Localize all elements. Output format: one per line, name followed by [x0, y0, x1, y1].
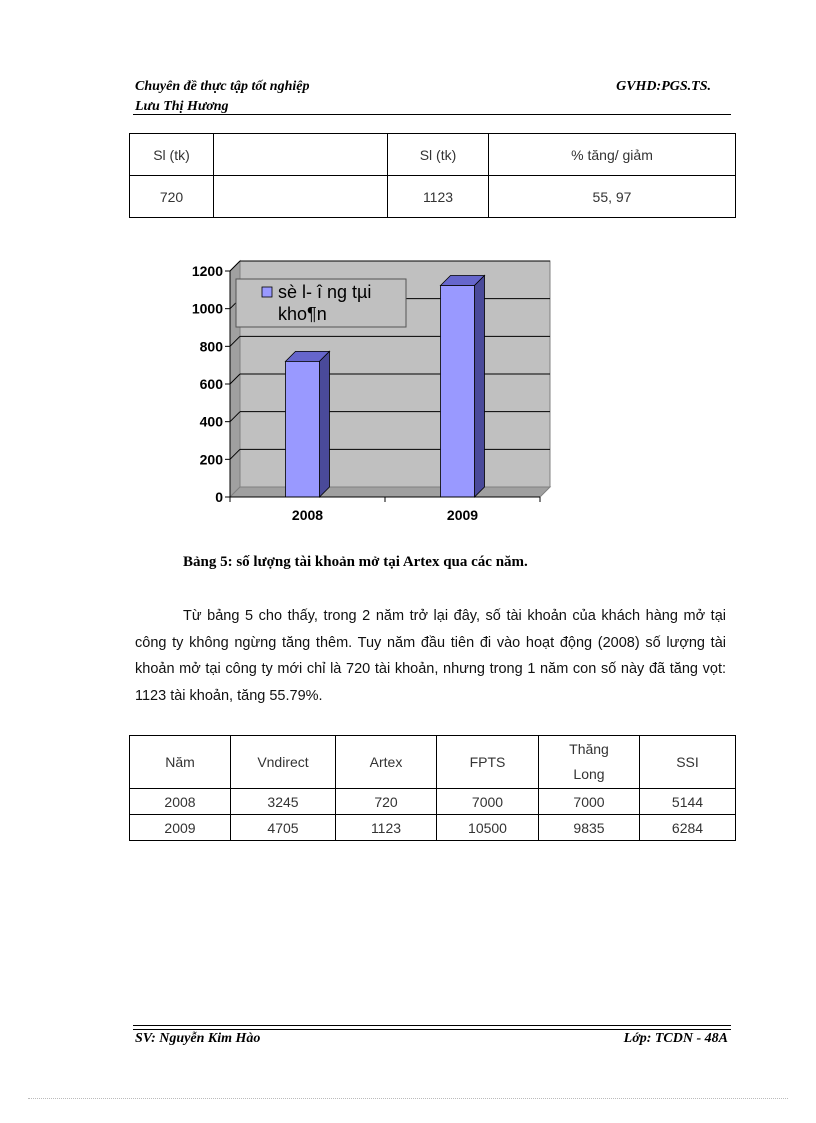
- y-tick-label: 0: [215, 489, 223, 505]
- table-header-cell: Thăng Long: [539, 736, 640, 789]
- table-row: [130, 176, 736, 218]
- table-cell: 1123: [388, 176, 489, 218]
- bar-side: [475, 276, 485, 497]
- table-cell: 9835: [539, 815, 640, 841]
- legend-label: sè l- î ng tµi: [278, 282, 372, 302]
- body-paragraph: Từ bảng 5 cho thấy, trong 2 năm trở lại đây, số tài khoản của khách hàng mở tại công ty không ngừng tăng thêm. Tuy năm đầu tiên đi vào hoạt động (2008) số lượng tài khoản mở tại công ty mới chỉ là 720 tài khoản, nhưng trong 1 năm con số này đã tăng vọt: 1123 tài khoản, tăng 55.79%.: [135, 608, 726, 704]
- table-header-row: [130, 736, 736, 789]
- table-cell: 5144: [640, 789, 736, 815]
- y-tick-label: 800: [199, 338, 223, 355]
- footer-class: Lớp: TCDN - 48A: [623, 1031, 728, 1046]
- page-edge: [28, 1098, 788, 1099]
- page-header-left: [135, 77, 309, 117]
- table-cell: 7000: [437, 789, 539, 815]
- table-cell: 10500: [437, 815, 539, 841]
- bar: [441, 286, 475, 497]
- table-cell: 720: [130, 176, 214, 218]
- broker-comparison-table: [129, 735, 736, 841]
- table-header-cell: Vndirect: [231, 736, 336, 789]
- legend-label: kho¶n: [278, 304, 327, 324]
- header-rule: [133, 114, 731, 115]
- account-count-table: [129, 133, 736, 218]
- table-cell: 55, 97: [489, 176, 736, 218]
- y-tick-label: 200: [199, 451, 223, 468]
- y-tick-label: 600: [199, 376, 223, 392]
- footer-rule: [133, 1029, 731, 1030]
- account-bar-chart: [150, 255, 560, 530]
- table-cell: 2008: [130, 789, 231, 815]
- y-tick-label: 1000: [191, 300, 223, 317]
- table-cell: % tăng/ giảm: [489, 134, 736, 176]
- table-cell: 2009: [130, 815, 231, 841]
- x-tick-label: 2008: [291, 507, 324, 523]
- footer-rule: [133, 1025, 731, 1026]
- table-cell: 3245: [231, 789, 336, 815]
- header-title: Chuyên đề thực tập tốt nghiệp: [135, 79, 310, 94]
- y-tick-label: 400: [199, 413, 223, 430]
- header-author: Lưu Thị Hương: [135, 99, 229, 114]
- legend-swatch: [262, 287, 272, 297]
- table-cell: Sl (tk): [130, 134, 214, 176]
- plot-floor: [230, 487, 550, 497]
- table-cell: 1123: [336, 815, 437, 841]
- table-header-cell: FPTS: [437, 736, 539, 789]
- table-row: [130, 134, 736, 176]
- x-tick-label: 2009: [446, 507, 479, 523]
- table-cell: 6284: [640, 815, 736, 841]
- bar-side: [320, 351, 330, 497]
- header-supervisor: GVHD:PGS.TS.: [616, 79, 711, 94]
- table-row: [130, 789, 736, 815]
- chart-caption: Bảng 5: số lượng tài khoản mở tại Artex qua các năm.: [183, 554, 528, 570]
- table-header-cell: SSI: [640, 736, 736, 789]
- table-header-cell: Artex: [336, 736, 437, 789]
- table-cell: [214, 134, 388, 176]
- table-cell: [214, 176, 388, 218]
- table-cell: Sl (tk): [388, 134, 489, 176]
- table-cell: 4705: [231, 815, 336, 841]
- y-tick-label: 1200: [191, 263, 223, 279]
- table-header-cell: Năm: [130, 736, 231, 789]
- table-cell: 720: [336, 789, 437, 815]
- bar: [286, 361, 320, 497]
- table-cell: 7000: [539, 789, 640, 815]
- footer-student: SV: Nguyễn Kim Hào: [135, 1031, 261, 1046]
- table-row: [130, 815, 736, 841]
